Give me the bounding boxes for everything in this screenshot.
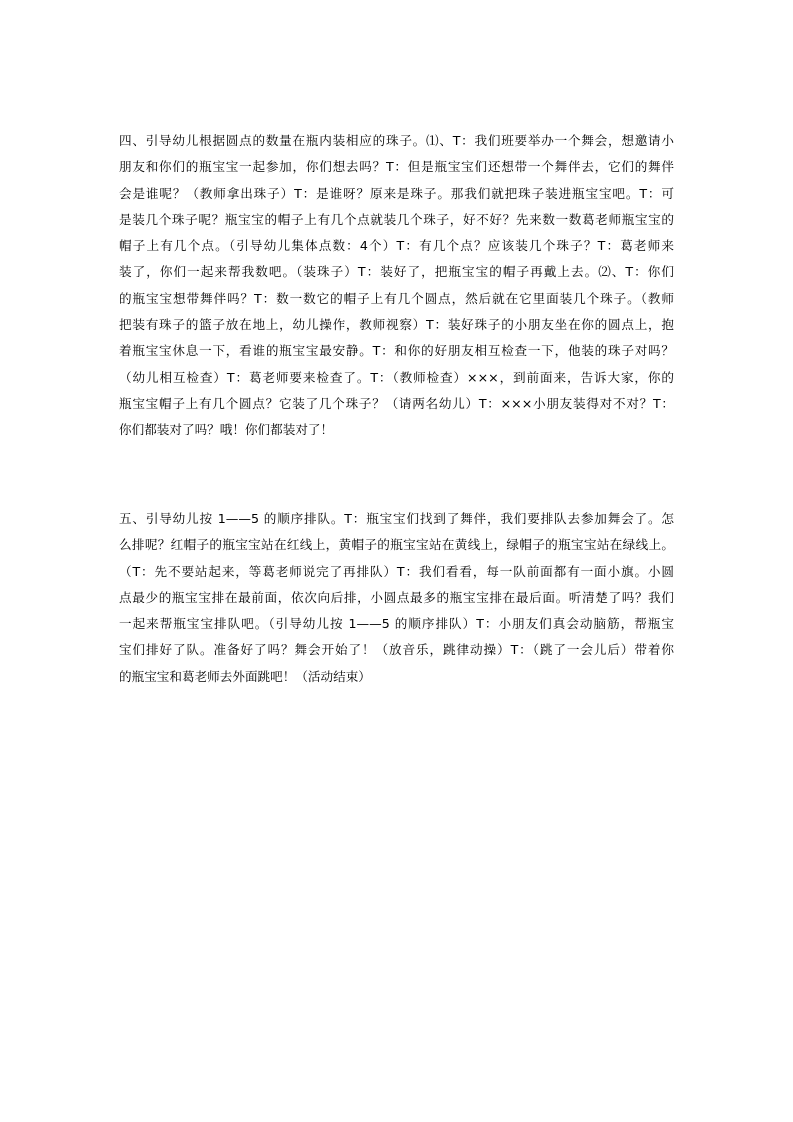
text-line: 五、引导幼儿按 1——5 的顺序排队。T：瓶宝宝们找到了舞伴，我们要排队去参加舞会了。怎 xyxy=(119,511,674,526)
text-line: （T：先不要站起来，等葛老师说完了再排队）T：我们看看，每一队前面都有一面小旗。小圆 xyxy=(119,563,674,579)
text-line: 的瓶宝宝和葛老师去外面跳吧！（活动结束） xyxy=(119,668,371,684)
text-line: 着瓶宝宝休息一下，看谁的瓶宝宝最安静。T：和你的好朋友相互检查一下，他装的珠子对吗？ xyxy=(119,343,674,359)
text-line: （幼儿相互检查）T：葛老师要来检查了。T：（教师检查）×××，到前面来，告诉大家，你的 xyxy=(119,369,674,385)
text-line: 朋友和你们的瓶宝宝一起参加，你们想去吗？T：但是瓶宝宝们还想带一个舞伴去，它们的舞伴 xyxy=(119,159,674,175)
text-line: 四、引导幼儿根据圆点的数量在瓶内装相应的珠子。⑴、T：我们班要举办一个舞会，想邀请小 xyxy=(119,133,674,148)
text-line: 的瓶宝宝想带舞伴吗？T：数一数它的帽子上有几个圆点，然后就在它里面装几个珠子。（教师 xyxy=(119,290,674,306)
text-line: 装了，你们一起来帮我数吧。（装珠子）T：装好了，把瓶宝宝的帽子再戴上去。⑵、T：你们 xyxy=(119,264,674,280)
text-line: 宝们排好了队。准备好了吗？舞会开始了！（放音乐，跳律动操）T：（跳了一会儿后）带着你 xyxy=(119,642,674,658)
text-line: 是装几个珠子呢？瓶宝宝的帽子上有几个点就装几个珠子，好不好？先来数一数葛老师瓶宝宝的 xyxy=(119,211,674,227)
text-line: 你们都装对了吗？哦！你们都装对了！ xyxy=(119,422,334,438)
text-line: 帽子上有几个点。（引导幼儿集体点数：4个）T：有几个点？应该装几个珠子？T：葛老师来 xyxy=(119,238,674,254)
paragraph-section-5 xyxy=(119,506,674,690)
paragraph-section-4 xyxy=(119,128,674,444)
text-line: 一起来帮瓶宝宝排队吧。（引导幼儿按 1——5 的顺序排队）T：小朋友们真会动脑筋，帮瓶宝 xyxy=(119,616,674,632)
text-line: 会是谁呢？（教师拿出珠子）T：是谁呀？原来是珠子。那我们就把珠子装进瓶宝宝吧。T：可 xyxy=(119,185,674,201)
text-line: 把装有珠子的篮子放在地上，幼儿操作，教师视察）T：装好珠子的小朋友坐在你的圆点上，抱 xyxy=(119,317,674,333)
text-line: 瓶宝宝帽子上有几个圆点？它装了几个珠子？（请两名幼儿）T：×××小朋友装得对不对？T： xyxy=(119,395,674,411)
text-line: 点最少的瓶宝宝排在最前面，依次向后排，小圆点最多的瓶宝宝排在最后面。听清楚了吗？我们 xyxy=(119,589,674,605)
text-line: 么排呢？红帽子的瓶宝宝站在红线上，黄帽子的瓶宝宝站在黄线上，绿帽子的瓶宝宝站在绿线上。 xyxy=(119,537,674,553)
